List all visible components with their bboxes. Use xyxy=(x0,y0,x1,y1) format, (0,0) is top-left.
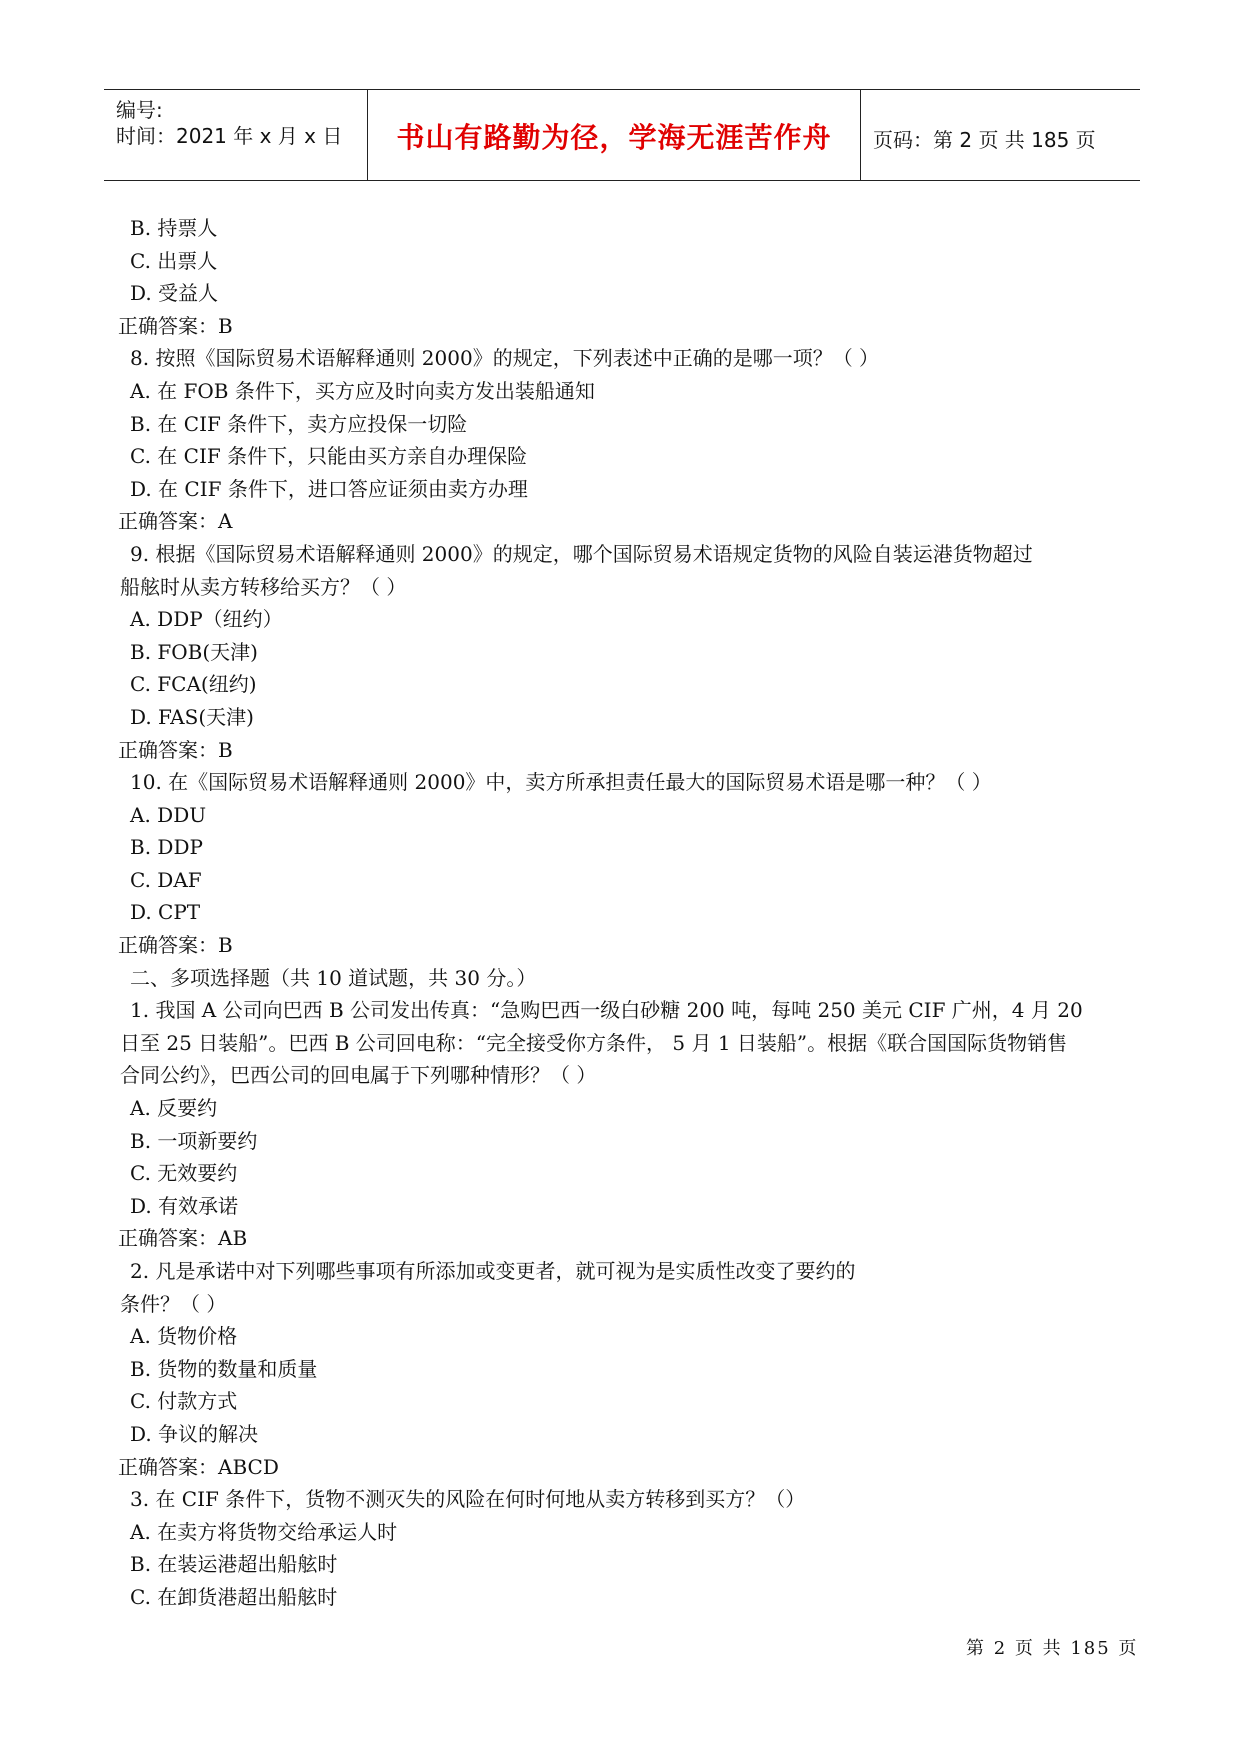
answer-option: D. 受益人 xyxy=(130,281,219,306)
answer-option: A. DDP（纽约） xyxy=(130,607,283,632)
document-body xyxy=(120,212,1130,1614)
question-text-continued: 条件？（ ） xyxy=(120,1291,227,1316)
page-footer: 第 2 页 共 185 页 xyxy=(966,1638,1139,1659)
question-text-continued: 船舷时从卖方转移给买方？（ ） xyxy=(120,574,407,599)
answer-option: C. 付款方式 xyxy=(130,1389,238,1414)
page-header xyxy=(104,89,1140,181)
question-text: 2. 凡是承诺中对下列哪些事项有所添加或变更者，就可视为是实质性改变了要约的 xyxy=(130,1259,856,1283)
answer-option: D. 在 CIF 条件下，进口答应证须由卖方办理 xyxy=(130,476,528,501)
answer-option: C. 在卸货港超出船舷时 xyxy=(130,1584,338,1609)
motto-text: 书山有路勤为径，学海无涯苦作舟 xyxy=(396,121,832,154)
question-text: 10. 在《国际贸易术语解释通则 2000》中，卖方所承担责任最大的国际贸易术语是哪一种？（ ） xyxy=(130,770,992,795)
answer-option: C. FCA(纽约) xyxy=(130,672,257,697)
answer-option: B. DDP xyxy=(130,835,203,860)
page-info: 页码：第 2 页 共 185 页 xyxy=(873,128,1096,152)
header-page-cell xyxy=(861,90,1140,180)
correct-answer: 正确答案：ABCD xyxy=(118,1454,279,1479)
question-text: 1. 我国 A 公司向巴西 B 公司发出传真：“急购巴西一级白砂糖 200 吨，每吨 250 美元 CIF 广州，4 月 20 xyxy=(130,998,1083,1023)
answer-option: A. DDU xyxy=(130,802,207,827)
correct-answer: 正确答案：B xyxy=(118,933,233,958)
answer-option: A. 反要约 xyxy=(130,1096,218,1121)
answer-option: A. 在 FOB 条件下，买方应及时向卖方发出装船通知 xyxy=(130,378,595,403)
header-motto-cell xyxy=(368,90,861,180)
answer-option: C. DAF xyxy=(130,867,202,892)
header-meta-cell xyxy=(104,90,368,180)
question-text: 9. 根据《国际贸易术语解释通则 2000》的规定，哪个国际贸易术语规定货物的风险自装运港货物超过 xyxy=(130,541,1033,566)
answer-option: C. 出票人 xyxy=(130,248,218,273)
answer-option: A. 货物价格 xyxy=(130,1324,238,1349)
answer-option: B. 一项新要约 xyxy=(130,1128,258,1153)
serial-label: 编号: xyxy=(116,98,163,122)
correct-answer: 正确答案：B xyxy=(118,737,233,762)
answer-option: D. CPT xyxy=(130,900,201,925)
answer-option: B. FOB(天津) xyxy=(130,639,258,664)
answer-option: D. FAS(天津) xyxy=(130,704,254,729)
answer-option: B. 持票人 xyxy=(130,216,218,240)
question-text: 3. 在 CIF 条件下，货物不测灭失的风险在何时何地从卖方转移到买方？（） xyxy=(130,1487,806,1512)
question-text-continued: 合同公约》，巴西公司的回电属于下列哪种情形？（ ） xyxy=(120,1063,597,1088)
answer-option: B. 货物的数量和质量 xyxy=(130,1356,318,1381)
question-text: 二、多项选择题（共 10 道试题，共 30 分。） xyxy=(130,965,537,990)
answer-option: D. 有效承诺 xyxy=(130,1193,239,1218)
correct-answer: 正确答案：B xyxy=(118,313,233,338)
correct-answer: 正确答案：A xyxy=(118,509,233,534)
answer-option: C. 无效要约 xyxy=(130,1161,238,1186)
answer-option: D. 争议的解决 xyxy=(130,1421,259,1446)
correct-answer: 正确答案：AB xyxy=(118,1226,248,1251)
answer-option: C. 在 CIF 条件下，只能由买方亲自办理保险 xyxy=(130,444,528,469)
question-text-continued: 日至 25 日装船”。巴西 B 公司回电称：“完全接受你方条件， 5 月 1 日装船”。根据《联合国国际货物销售 xyxy=(120,1030,1068,1055)
answer-option: B. 在装运港超出船舷时 xyxy=(130,1552,338,1577)
time-line: 时间：2021 年 x 月 x 日 xyxy=(116,124,343,148)
answer-option: A. 在卖方将货物交给承运人时 xyxy=(130,1519,398,1544)
answer-option: B. 在 CIF 条件下，卖方应投保一切险 xyxy=(130,411,468,436)
question-text: 8. 按照《国际贸易术语解释通则 2000》的规定，下列表述中正确的是哪一项？（ ） xyxy=(130,346,880,371)
